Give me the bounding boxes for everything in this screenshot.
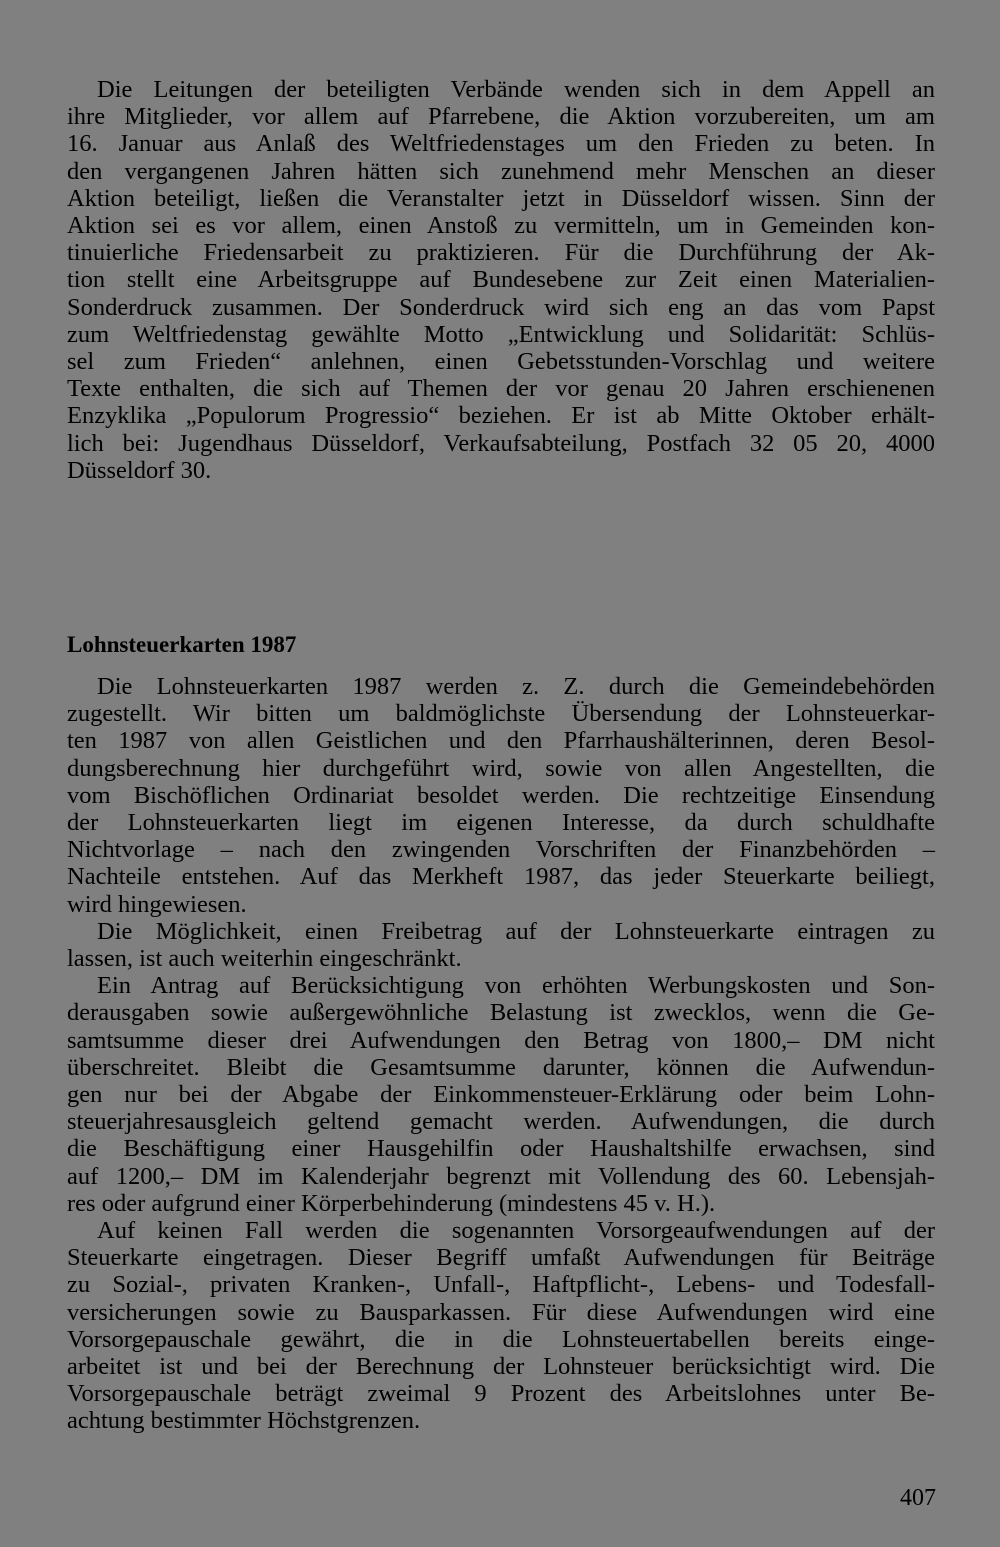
- text-line: Nachteile entstehen. Auf das Merkheft 1987, das jeder Steuerkarte beiliegt,: [67, 863, 935, 891]
- text-line: versicherungen sowie zu Bausparkassen. Für diese Aufwendungen wird eine: [67, 1298, 935, 1326]
- text-line: Texte enthalten, die sich auf Themen der vor genau 20 Jahren erschienenen: [67, 375, 935, 403]
- text-line: zugestellt. Wir bitten um baldmöglichste Übersendung der Lohnsteuerkar-: [67, 700, 935, 728]
- paragraphs-lohnsteuerkarten: [67, 673, 935, 1435]
- page-number: 407: [900, 1485, 936, 1511]
- text-line: ten 1987 von allen Geistlichen und den Pfarrhaushälterinnen, deren Besol-: [67, 727, 935, 755]
- text-line: auf 1200,– DM im Kalenderjahr begrenzt mit Vollendung des 60. Lebensjah-: [67, 1162, 935, 1190]
- text-line: steuerjahresausgleich geltend gemacht werden. Aufwendungen, die durch: [67, 1108, 935, 1136]
- text-line: lich bei: Jugendhaus Düsseldorf, Verkaufsabteilung, Postfach 32 05 20, 4000: [67, 429, 935, 457]
- text-line: Die Leitungen der beteiligten Verbände wenden sich in dem Appell an: [97, 76, 935, 103]
- text-line: Die Möglichkeit, einen Freibetrag auf der Lohnsteuerkarte eintragen zu: [97, 917, 935, 945]
- text-line: res oder aufgrund einer Körperbehinderung (mindestens 45 v. H.).: [67, 1189, 716, 1217]
- text-line: tinuierliche Friedensarbeit zu praktizieren. Für die Durchführung der Ak-: [67, 239, 935, 267]
- text-line: lassen, ist auch weiterhin eingeschränkt.: [67, 945, 462, 973]
- text-line: zu Sozial-, privaten Kranken-, Unfall-, Haftpflicht-, Lebens- und Todesfall-: [67, 1271, 935, 1299]
- text-line: 16. Januar aus Anlaß des Weltfriedenstages um den Frieden zu beten. In: [67, 130, 935, 158]
- text-line: Die Lohnsteuerkarten 1987 werden z. Z. durch die Gemeindebehörden: [97, 673, 935, 700]
- text-line: Nichtvorlage – nach den zwingenden Vorschriften der Finanzbehörden –: [67, 836, 935, 864]
- text-line: Ein Antrag auf Berücksichtigung von erhöhten Werbungskosten und Son-: [97, 972, 935, 1000]
- text-line: Sonderdruck zusammen. Der Sonderdruck wird sich eng an das vom Papst: [67, 293, 935, 321]
- paragraph-weltfriedenstag: [67, 76, 935, 484]
- text-line: zum Weltfriedenstag gewählte Motto „Entwicklung und Solidarität: Schlüs-: [67, 320, 935, 348]
- text-line: Auf keinen Fall werden die sogenannten Vorsorgeaufwendungen auf der: [97, 1217, 935, 1245]
- text-line: überschreitet. Bleibt die Gesamtsumme darunter, können die Aufwendun-: [67, 1053, 935, 1081]
- text-line: Vorsorgepauschale beträgt zweimal 9 Prozent des Arbeitslohnes unter Be-: [67, 1380, 935, 1408]
- text-line: ihre Mitglieder, vor allem auf Pfarrebene, die Aktion vorzubereiten, um am: [67, 103, 935, 131]
- text-line: tion stellt eine Arbeitsgruppe auf Bundesebene zur Zeit einen Materialien-: [67, 266, 935, 294]
- text-line: wird hingewiesen.: [67, 890, 247, 918]
- text-line: die Beschäftigung einer Hausgehilfin oder Haushaltshilfe erwachsen, sind: [67, 1135, 935, 1163]
- text-line: Düsseldorf 30.: [67, 456, 212, 484]
- text-line: vom Bischöflichen Ordinariat besoldet werden. Die rechtzeitige Einsendung: [67, 781, 935, 809]
- text-line: Enzyklika „Populorum Progressio“ beziehen. Er ist ab Mitte Oktober erhält-: [67, 402, 935, 430]
- text-line: sel zum Frieden“ anlehnen, einen Gebetsstunden-Vorschlag und weitere: [67, 348, 935, 376]
- text-line: Aktion beteiligt, ließen die Veranstalter jetzt in Düsseldorf wissen. Sinn der: [67, 184, 935, 212]
- text-line: der Lohnsteuerkarten liegt im eigenen Interesse, da durch schuldhafte: [67, 809, 935, 837]
- text-line: derausgaben sowie außergewöhnliche Belastung ist zwecklos, wenn die Ge-: [67, 999, 935, 1027]
- text-line: achtung bestimmter Höchstgrenzen.: [67, 1407, 421, 1435]
- article-aktion-weltfriedenstag: [67, 76, 935, 484]
- text-line: dungsberechnung hier durchgeführt wird, sowie von allen Angestellten, die: [67, 754, 935, 782]
- text-line: gen nur bei der Abgabe der Einkommensteuer-Erklärung oder beim Lohn-: [67, 1081, 935, 1109]
- text-line: den vergangenen Jahren hätten sich zunehmend mehr Menschen an dieser: [67, 157, 935, 185]
- text-line: Aktion sei es vor allem, einen Anstoß zu vermitteln, um in Gemeinden kon-: [67, 212, 935, 240]
- text-line: Steuerkarte eingetragen. Dieser Begriff umfaßt Aufwendungen für Beiträge: [67, 1244, 935, 1272]
- text-line: Vorsorgepauschale gewährt, die in die Lohnsteuertabellen bereits einge-: [67, 1325, 935, 1353]
- section-heading-lohnsteuerkarten: Lohnsteuerkarten 1987: [67, 632, 297, 657]
- text-line: arbeitet ist und bei der Berechnung der Lohnsteuer berücksichtigt wird. Die: [67, 1353, 935, 1381]
- text-line: samtsumme dieser drei Aufwendungen den Betrag von 1800,– DM nicht: [67, 1026, 935, 1054]
- article-lohnsteuerkarten: [67, 673, 935, 1435]
